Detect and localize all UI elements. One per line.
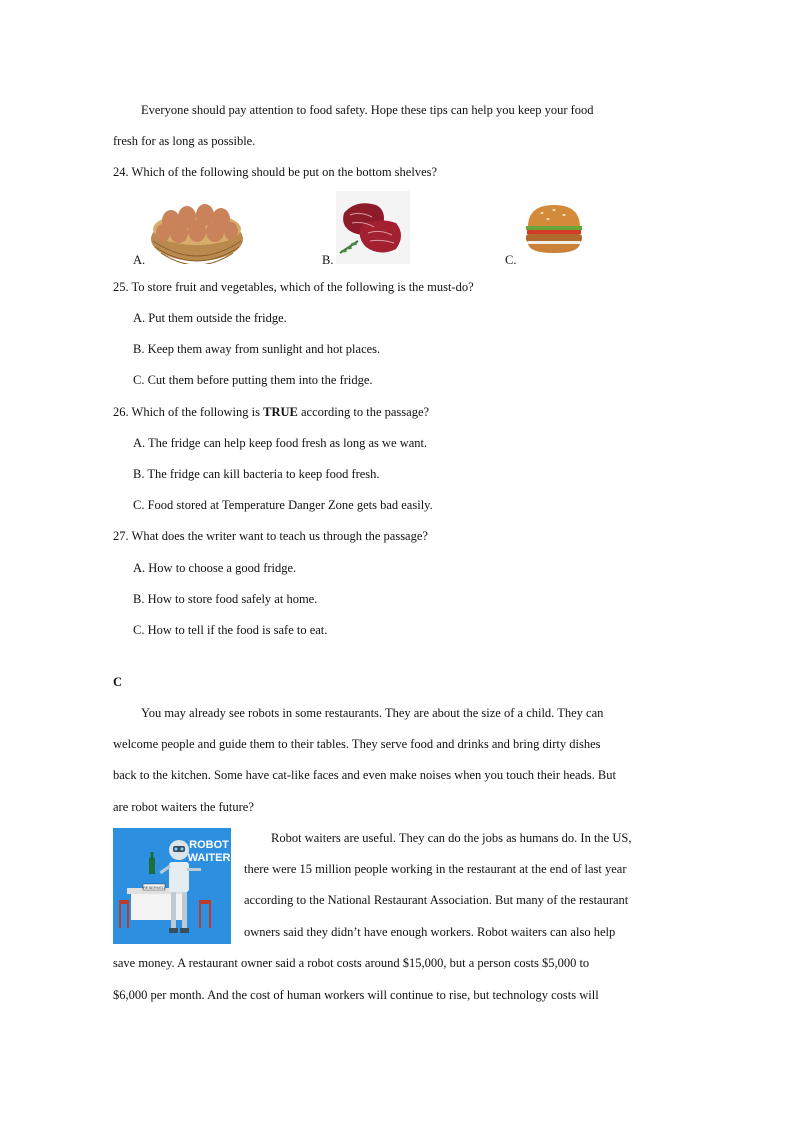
c-p2-line-1: Robot waiters are useful. They can do the jobs as humans do. In the US, xyxy=(271,831,632,845)
robot-waiter-image xyxy=(113,828,231,944)
section-c-heading: C xyxy=(113,675,123,689)
question-26-prefix: 26. Which of the following is xyxy=(113,405,264,419)
raw-beef-steak-icon xyxy=(336,191,410,264)
q25-option-c: C. Cut them before putting them into the fridge. xyxy=(133,373,373,387)
question-25: 25. To store fruit and vegetables, which of the following is the must-do? xyxy=(113,280,474,294)
c-p2-line-4: owners said they didn’t have enough workers. Robot waiters can also help xyxy=(244,925,616,939)
c-p2-line-2: there were 15 million people working in the restaurant at the end of last year xyxy=(244,862,627,876)
option-c-label: C. xyxy=(505,253,517,267)
robot-title-line-1: ROBOT xyxy=(189,839,229,851)
question-26-suffix: according to the passage? xyxy=(297,405,430,419)
q26-option-b: B. The fridge can kill bacteria to keep food fresh. xyxy=(133,467,380,481)
q26-option-a: A. The fridge can help keep food fresh as long as we want. xyxy=(133,436,428,450)
c-p1-line-1: You may already see robots in some restaurants. They are about the size of a child. They can xyxy=(141,706,604,720)
q25-option-b: B. Keep them away from sunlight and hot places. xyxy=(133,342,381,356)
c-p2-line-3: according to the National Restaurant Association. But many of the restaurant xyxy=(244,893,629,907)
question-27: 27. What does the writer want to teach us through the passage? xyxy=(113,529,428,543)
q26-option-c: C. Food stored at Temperature Danger Zone gets bad easily. xyxy=(133,498,433,512)
robot-title-line-2: WAITER xyxy=(187,852,231,864)
q25-option-a: A. Put them outside the fridge. xyxy=(133,311,287,325)
c-p1-line-2: welcome people and guide them to their tables. They serve food and drinks and bring dirty dishes xyxy=(113,737,601,751)
question-26-bold: TRUE xyxy=(263,405,298,419)
option-b-label: B. xyxy=(322,253,334,267)
c-p2-line-6: $6,000 per month. And the cost of human workers will continue to rise, but technology costs will xyxy=(113,988,599,1002)
eggs-in-basket-icon xyxy=(147,191,247,264)
q27-option-b: B. How to store food safely at home. xyxy=(133,592,318,606)
reserved-sign-text: RESERVED xyxy=(143,885,165,890)
c-p1-line-4: are robot waiters the future? xyxy=(113,800,254,814)
question-26 xyxy=(113,404,429,420)
intro-line-2: fresh for as long as possible. xyxy=(113,134,256,148)
c-p1-line-3: back to the kitchen. Some have cat-like faces and even make noises when you touch their heads. But xyxy=(113,768,616,782)
intro-line-1: Everyone should pay attention to food safety. Hope these tips can help you keep your food xyxy=(141,103,594,117)
q27-option-a: A. How to choose a good fridge. xyxy=(133,561,297,575)
c-p2-line-5: save money. A restaurant owner said a robot costs around $15,000, but a person costs $5,000 to xyxy=(113,956,590,970)
burger-icon xyxy=(518,193,590,263)
q27-option-c: C. How to tell if the food is safe to eat. xyxy=(133,623,328,637)
option-a-label: A. xyxy=(133,253,146,267)
question-24: 24. Which of the following should be put on the bottom shelves? xyxy=(113,165,438,179)
